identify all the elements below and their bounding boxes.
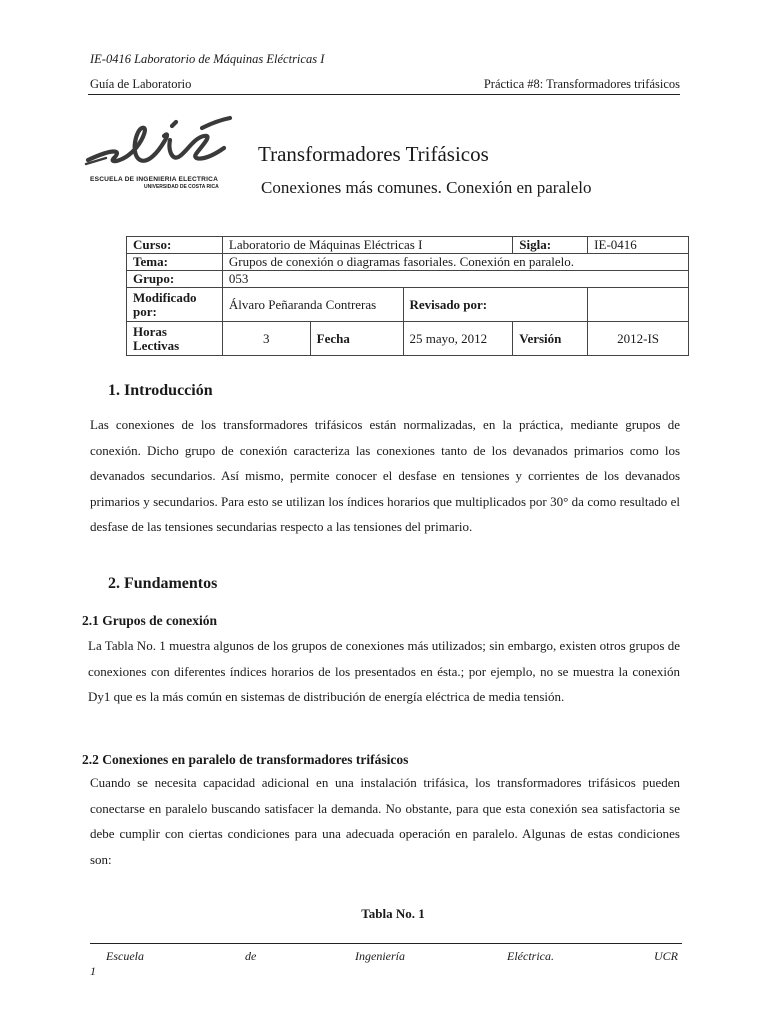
intro-heading: 1. Introducción [108, 382, 213, 399]
curso-value: Laboratorio de Máquinas Eléctricas I [222, 237, 512, 254]
version-value: 2012-IS [588, 322, 689, 356]
footer-page-number: 1 [90, 964, 96, 978]
footer-word-ingenieria: Ingeniería [355, 949, 405, 963]
document-title: Transformadores Trifásicos [258, 142, 489, 166]
grupos-paragraph: La Tabla No. 1 muestra algunos de los grupos de conexiones más utilizados; sin embargo, existen otros grupos de conexiones con diferentes índices horarios de los presentados en ésta.; por ejemplo, no se muestra la conexión Dy1 que es la más común en sistemas de distribución de energía eléctrica de media tensión. [88, 638, 680, 704]
footer-word-electrica: Eléctrica. [507, 949, 554, 963]
horas-value: 3 [222, 322, 310, 356]
header-guide-label: Guía de Laboratorio [90, 77, 192, 91]
document-subtitle: Conexiones más comunes. Conexión en paralelo [261, 178, 592, 197]
footer-divider [90, 943, 682, 944]
fecha-label: Fecha [310, 322, 403, 356]
subsection-grupos-heading: 2.1 Grupos de conexión [82, 613, 218, 628]
fundamentos-heading: 2. Fundamentos [108, 575, 218, 592]
course-info-table [126, 236, 689, 356]
modificado-value: Álvaro Peñaranda Contreras [222, 288, 403, 322]
paralelo-paragraph: Cuando se necesita capacidad adicional en una instalación trifásica, los transformadores trifásicos pueden conectarse en paralelo buscando satisfacer la demanda. No obstante, para que esta conexión sea satisfactoria se debe cumplir con ciertas condiciones para una adecuada operación en paralelo. Algunas de estas condiciones son: [90, 775, 680, 867]
version-label: Versión [513, 322, 588, 356]
modificado-label: Modificado por: [127, 288, 223, 322]
header-divider [88, 94, 680, 95]
logo-caption-university: UNIVERSIDAD DE COSTA RICA [144, 184, 219, 190]
intro-paragraph: Las conexiones de los transformadores trifásicos están normalizadas, en la práctica, mediante grupos de conexión. Dicho grupo de conexión caracteriza las conexiones tanto de los devanados primarios como los devanados secundarios. Así mismo, permite conocer el desfase en tensiones y corrientes de los devanados primarios y secundarios. Para esto se utilizan los índices horarios que multiplicados por 30° da como resultado el desfase de las tensiones secundarias respecto a las tensiones del primario. [90, 417, 680, 534]
revisado-label: Revisado por: [403, 288, 588, 322]
subsection-paralelo-heading: 2.2 Conexiones en paralelo de transformadores trifásicos [82, 752, 409, 767]
tema-value: Grupos de conexión o diagramas fasoriales. Conexión en paralelo. [222, 254, 688, 271]
footer-word-escuela: Escuela [106, 949, 144, 963]
header-practice-label: Práctica #8: Transformadores trifásicos [483, 77, 680, 91]
logo-caption-school: ESCUELA DE INGENIERIA ELECTRICA [90, 176, 219, 183]
grupo-value: 053 [222, 271, 688, 288]
fecha-value: 25 mayo, 2012 [403, 322, 513, 356]
grupo-label: Grupo: [127, 271, 223, 288]
curso-label: Curso: [127, 237, 223, 254]
footer-word-ucr: UCR [654, 949, 678, 963]
tema-label: Tema: [127, 254, 223, 271]
revisado-value [588, 288, 689, 322]
footer-word-de: de [245, 949, 257, 963]
table-caption: Tabla No. 1 [361, 906, 425, 921]
header-course-line: IE-0416 Laboratorio de Máquinas Eléctricas I [90, 52, 325, 66]
sigla-value: IE-0416 [588, 237, 689, 254]
sigla-label: Sigla: [513, 237, 588, 254]
horas-label: Horas Lectivas [127, 322, 223, 356]
